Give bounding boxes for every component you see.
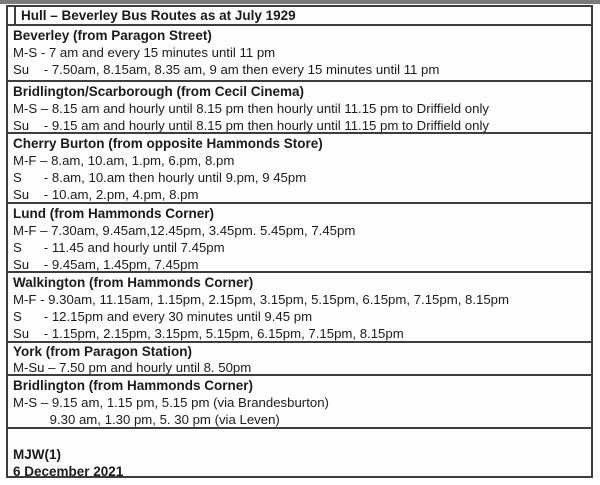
scan-edge xyxy=(0,0,600,4)
title-left-cell xyxy=(8,7,16,24)
route-section-beverley xyxy=(8,26,591,82)
schedule-line: Su - 1.15pm, 2.15pm, 3.15pm, 5.15pm, 6.15pm, 7.15pm, 8.15pm xyxy=(13,326,404,341)
blank-line xyxy=(13,432,591,447)
schedule-line: M-F - 9.30am, 11.15am, 1.15pm, 2.15pm, 3.15pm, 5.15pm, 6.15pm, 7.15pm, 8.15pm xyxy=(13,292,510,307)
route-section-cherry-burton xyxy=(8,134,591,204)
footer-date: 6 December 2021 xyxy=(13,463,124,476)
route-section-lund xyxy=(8,204,591,273)
bus-routes-table xyxy=(6,5,593,478)
schedule-line: M-S – 8.15 am and hourly until 8.15 pm then hourly until 11.15 pm to Driffield only xyxy=(13,101,489,116)
schedule-line: M-Su – 7.50 pm and hourly until 8. 50pm xyxy=(13,359,252,375)
schedule-line: Su - 9.45am, 1.45pm, 7.45pm xyxy=(13,257,199,272)
route-header: Bridlington (from Hammonds Corner) xyxy=(13,378,253,393)
route-header: Lund (from Hammonds Corner) xyxy=(13,206,214,221)
route-header: York (from Paragon Station) xyxy=(13,344,193,359)
schedule-line: S - 12.15pm and every 30 minutes until 9.45 pm xyxy=(13,309,313,324)
route-section-bridlington xyxy=(8,376,591,429)
schedule-line: Su - 9.15 am and hourly until 8.15 pm then hourly until 11.15 pm to Driffield only xyxy=(13,118,489,133)
schedule-line: M-F – 7.30am, 9.45am,12.45pm, 3.45pm. 5.45pm, 7.45pm xyxy=(13,223,356,238)
schedule-line: 9.30 am, 1.30 pm, 5. 30 pm (via Leven) xyxy=(13,412,280,427)
schedule-line: M-S - 7 am and every 15 minutes until 11 pm xyxy=(13,45,276,60)
title-row xyxy=(8,7,591,26)
footer-section xyxy=(8,429,591,476)
schedule-line: S - 11.45 and hourly until 7.45pm xyxy=(13,240,225,255)
route-header: Bridlington/Scarborough (from Cecil Cinema) xyxy=(13,84,305,99)
schedule-line: Su - 7.50am, 8.15am, 8.35 am, 9 am then every 15 minutes until 11 pm xyxy=(13,62,440,77)
table-title: Hull – Beverley Bus Routes as at July 1929 xyxy=(21,8,296,23)
footer-reference: MJW(1) xyxy=(13,447,61,462)
schedule-line: S - 8.am, 10.am then hourly until 9.pm, 9 45pm xyxy=(13,170,307,185)
schedule-line: Su - 10.am, 2.pm, 4.pm, 8.pm xyxy=(13,187,199,202)
route-header: Beverley (from Paragon Street) xyxy=(13,28,212,43)
route-section-walkington xyxy=(8,273,591,343)
schedule-line: M-F – 8.am, 10.am, 1.pm, 6.pm, 8.pm xyxy=(13,153,235,168)
route-header: Cherry Burton (from opposite Hammonds Store) xyxy=(13,136,323,151)
route-section-bridlington-scarborough xyxy=(8,82,591,134)
route-header: Walkington (from Hammonds Corner) xyxy=(13,275,254,290)
schedule-line: M-S – 9.15 am, 1.15 pm, 5.15 pm (via Brandesburton) xyxy=(13,395,329,410)
route-section-york xyxy=(8,343,591,376)
